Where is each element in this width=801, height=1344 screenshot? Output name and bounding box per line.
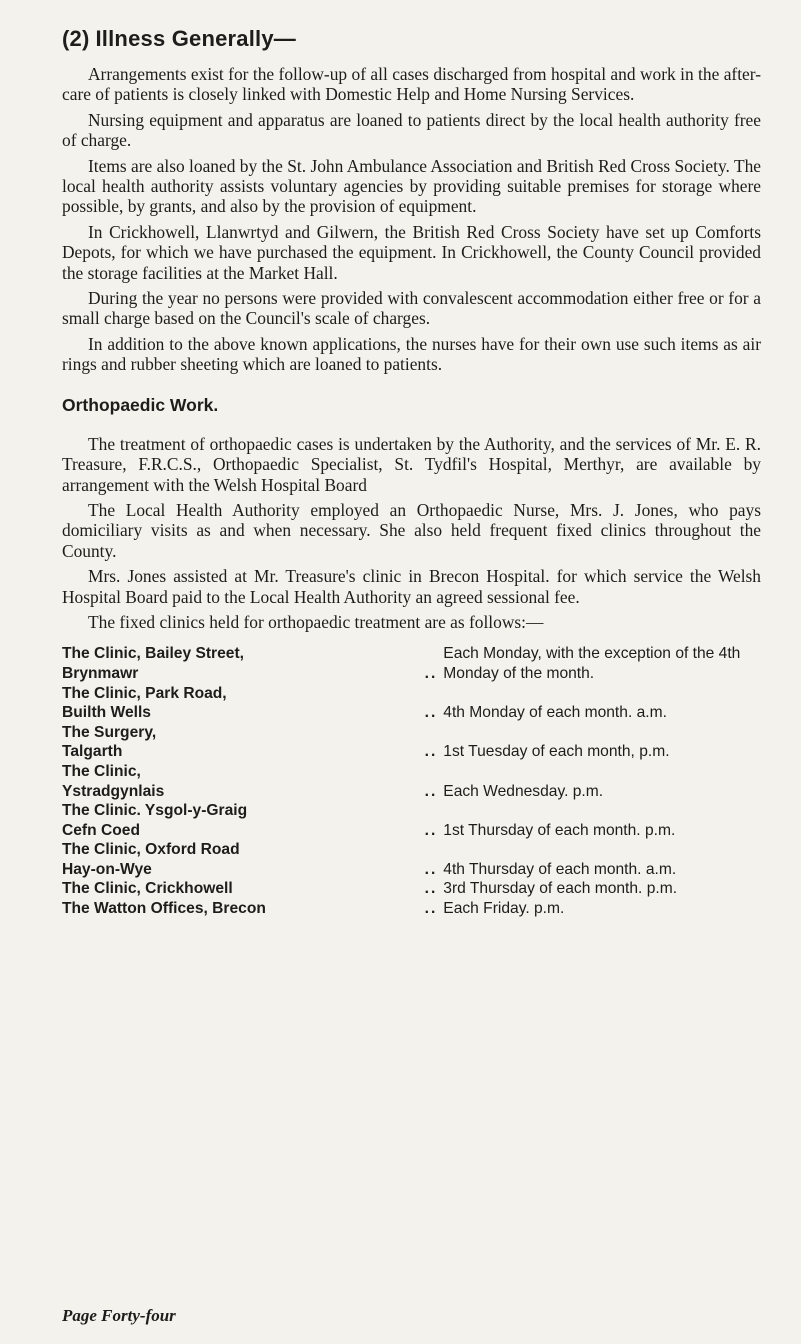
clinic-schedule-cell <box>443 840 761 879</box>
clinic-location <box>62 899 443 919</box>
clinic-location <box>62 840 443 879</box>
clinic-schedule-cell <box>443 801 761 840</box>
paragraph-orthopaedic-nurse: The Local Health Authority employed an Orthopaedic Nurse, Mrs. J. Jones, who pays domiciliary visits as and when necessary. She also held frequent fixed clinics throughout the County. <box>62 499 761 561</box>
leader-dots: .. <box>424 900 438 918</box>
clinic-name: The Clinic. Ysgol-y-Graig <box>62 802 248 820</box>
table-row <box>62 684 761 723</box>
clinic-location <box>62 801 443 840</box>
leader-dots: .. <box>424 782 438 800</box>
paragraph-brecon-hospital: Mrs. Jones assisted at Mr. Treasure's clinic in Brecon Hospital. for which service the Welsh Hospital Board paid to the Local Health Authority an agreed sessional fee. <box>62 566 761 607</box>
table-row <box>62 801 761 840</box>
leader-dots: .. <box>424 821 438 839</box>
paragraph-nursing-equipment: Nursing equipment and apparatus are loaned to patients direct by the local health authority free of charge. <box>62 109 761 151</box>
leader-dots: .. <box>424 664 438 682</box>
paragraph-comforts-depots: In Crickhowell, Llanwrtyd and Gilwern, the British Red Cross Society have set up Comforts Depots, for which we have purchased the equipment. In Crickhowell, the County Council provided the storage facilities at the Market Hall. <box>62 221 761 283</box>
clinic-name: The Clinic, Oxford Road <box>62 841 240 859</box>
clinic-town: The Clinic, Crickhowell <box>62 880 233 898</box>
clinic-town: The Watton Offices, Brecon <box>62 900 266 918</box>
table-row <box>62 762 761 801</box>
orthopaedic-heading: Orthopaedic Work. <box>62 394 219 415</box>
clinic-town: Brynmawr <box>62 664 139 682</box>
clinic-schedule: 4th Monday of each month. a.m. <box>443 704 667 722</box>
clinic-schedule: 4th Thursday of each month. a.m. <box>443 860 677 878</box>
table-row <box>62 644 761 683</box>
section-number: (2) <box>62 26 90 51</box>
clinic-town: Talgarth <box>62 743 123 761</box>
clinic-schedule: Each Monday, with the exception of the 4th Monday of the month. <box>443 645 741 682</box>
paragraph-items-loaned: Items are also loaned by the St. John Ambulance Association and British Red Cross Society. The local health authority assists voluntary agencies by providing suitable premises for storage where possible, by grants, and also by the provision of equipment. <box>62 155 761 217</box>
clinic-schedule-cell <box>443 684 761 723</box>
leader-dots: .. <box>424 880 438 898</box>
clinic-schedule: Each Friday. p.m. <box>443 900 565 918</box>
clinic-name: The Clinic, Park Road, <box>62 684 227 702</box>
clinic-schedule-cell <box>443 762 761 801</box>
clinic-schedule: 1st Thursday of each month. p.m. <box>443 821 676 839</box>
orthopaedic-body <box>62 434 761 633</box>
clinic-name: The Clinic, <box>62 762 141 780</box>
clinic-name: The Clinic, Bailey Street, <box>62 645 244 663</box>
clinic-location <box>62 644 443 683</box>
paragraph-convalescent: During the year no persons were provided with convalescent accommodation either free or for a small charge based on the Council's scale of charges. <box>62 288 761 329</box>
leader-dots: .. <box>424 743 438 761</box>
clinic-schedule-table <box>62 644 761 918</box>
table-row <box>62 879 761 899</box>
clinic-schedule: Each Wednesday. p.m. <box>443 782 604 800</box>
clinic-location <box>62 723 443 762</box>
clinic-location <box>62 762 443 801</box>
leader-dots: .. <box>424 704 438 722</box>
section-title: Illness Generally— <box>95 26 296 51</box>
section-heading <box>62 26 761 52</box>
illness-body <box>62 64 761 375</box>
clinic-name: The Surgery, <box>62 723 157 741</box>
table-row <box>62 840 761 879</box>
clinic-town: Cefn Coed <box>62 821 140 839</box>
table-row <box>62 723 761 762</box>
paragraph-follow-up: Arrangements exist for the follow-up of all cases discharged from hospital and work in the after-care of patients is closely linked with Domestic Help and Home Nursing Services. <box>62 64 761 105</box>
paragraph-nurses-items: In addition to the above known applications, the nurses have for their own use such items as air rings and rubber sheeting which are loaned to patients. <box>62 333 761 375</box>
clinic-schedule-cell <box>443 723 761 762</box>
paragraph-fixed-clinics-intro: The fixed clinics held for orthopaedic treatment are as follows:— <box>88 611 544 632</box>
leader-dots: .. <box>424 860 438 878</box>
table-row <box>62 899 761 919</box>
page-number-footer: Page Forty-four <box>62 1306 176 1325</box>
paragraph-treatment: The treatment of orthopaedic cases is undertaken by the Authority, and the services of Mr. E. R. Treasure, F.R.C.S., Orthopaedic Specialist, St. Tydfil's Hospital, Merthyr, are available by arrangement with the Welsh Hospital Board <box>62 433 761 495</box>
clinic-location <box>62 879 443 899</box>
clinic-town: Builth Wells <box>62 704 151 722</box>
clinic-town: Ystradgynlais <box>62 782 165 800</box>
clinic-town: Hay-on-Wye <box>62 860 152 878</box>
clinic-schedule: 1st Tuesday of each month, p.m. <box>443 743 670 761</box>
clinic-schedule: 3rd Thursday of each month. p.m. <box>443 880 678 898</box>
clinic-location <box>62 684 443 723</box>
